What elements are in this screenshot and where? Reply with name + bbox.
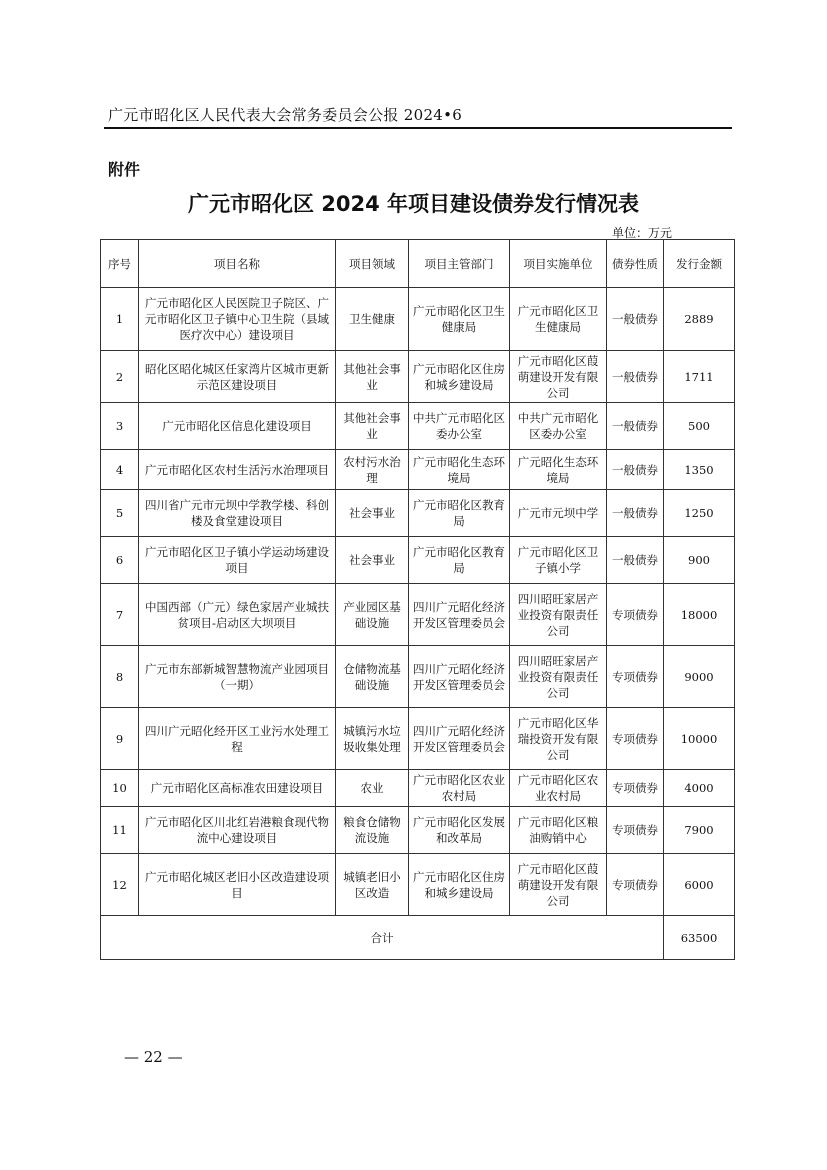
cell-field: 农业 <box>336 770 409 807</box>
table-row <box>101 537 735 584</box>
table-row <box>101 770 735 807</box>
cell-no: 10 <box>101 770 139 807</box>
page-number: — 22 — <box>124 1048 183 1066</box>
cell-department: 四川广元昭化经济开发区管理委员会 <box>409 584 510 646</box>
cell-project-name: 广元市昭化区卫子镇小学运动场建设项目 <box>139 537 336 584</box>
cell-department: 广元市昭化区住房和城乡建设局 <box>409 351 510 403</box>
cell-amount: 7900 <box>664 807 735 854</box>
cell-amount: 4000 <box>664 770 735 807</box>
cell-no: 8 <box>101 646 139 708</box>
cell-project-name: 四川省广元市元坝中学教学楼、科创楼及食堂建设项目 <box>139 490 336 537</box>
cell-implementer: 广元市昭化区华瑞投资开发有限公司 <box>510 708 607 770</box>
cell-no: 1 <box>101 288 139 351</box>
bond-issuance-table <box>100 239 735 960</box>
cell-project-name: 中国西部（广元）绿色家居产业城扶贫项目-启动区大坝项目 <box>139 584 336 646</box>
cell-field: 社会事业 <box>336 537 409 584</box>
cell-no: 6 <box>101 537 139 584</box>
cell-no: 2 <box>101 351 139 403</box>
cell-department: 广元市昭化区发展和改革局 <box>409 807 510 854</box>
cell-bond-type: 专项债券 <box>607 584 664 646</box>
cell-implementer: 广元市昭化区粮油购销中心 <box>510 807 607 854</box>
cell-department: 广元市昭化区教育局 <box>409 537 510 584</box>
cell-department: 中共广元市昭化区委办公室 <box>409 403 510 450</box>
cell-project-name: 广元市昭化区农村生活污水治理项目 <box>139 450 336 490</box>
table-row <box>101 708 735 770</box>
cell-no: 4 <box>101 450 139 490</box>
cell-implementer: 广元市昭化区卫子镇小学 <box>510 537 607 584</box>
cell-field: 产业园区基础设施 <box>336 584 409 646</box>
bulletin-header: 广元市昭化区人民代表大会常务委员会公报 2024•6 <box>108 106 463 124</box>
cell-bond-type: 一般债券 <box>607 537 664 584</box>
cell-amount: 1250 <box>664 490 735 537</box>
cell-amount: 500 <box>664 403 735 450</box>
table-total-row <box>101 916 735 960</box>
cell-amount: 6000 <box>664 854 735 916</box>
cell-bond-type: 一般债券 <box>607 490 664 537</box>
cell-project-name: 广元市东部新城智慧物流产业园项目（一期） <box>139 646 336 708</box>
cell-implementer: 广元市昭化区卫生健康局 <box>510 288 607 351</box>
cell-no: 7 <box>101 584 139 646</box>
cell-implementer: 广元市昭化区葭萌建设开发有限公司 <box>510 854 607 916</box>
cell-field: 城镇污水垃圾收集处理 <box>336 708 409 770</box>
cell-amount: 1350 <box>664 450 735 490</box>
cell-department: 广元市昭化区卫生健康局 <box>409 288 510 351</box>
header-field: 项目领域 <box>336 240 409 288</box>
cell-bond-type: 专项债券 <box>607 646 664 708</box>
cell-no: 5 <box>101 490 139 537</box>
cell-no: 12 <box>101 854 139 916</box>
header-department: 项目主管部门 <box>409 240 510 288</box>
table-row <box>101 490 735 537</box>
cell-bond-type: 专项债券 <box>607 854 664 916</box>
cell-field: 社会事业 <box>336 490 409 537</box>
cell-amount: 1711 <box>664 351 735 403</box>
cell-implementer: 广元市昭化区农业农村局 <box>510 770 607 807</box>
cell-project-name: 昭化区昭化城区任家湾片区城市更新示范区建设项目 <box>139 351 336 403</box>
cell-field: 农村污水治理 <box>336 450 409 490</box>
cell-amount: 900 <box>664 537 735 584</box>
cell-project-name: 广元市昭化区信息化建设项目 <box>139 403 336 450</box>
table-row <box>101 351 735 403</box>
cell-bond-type: 一般债券 <box>607 288 664 351</box>
table-row <box>101 403 735 450</box>
cell-bond-type: 专项债券 <box>607 807 664 854</box>
cell-bond-type: 专项债券 <box>607 770 664 807</box>
table-row <box>101 584 735 646</box>
document-title: 广元市昭化区 2024 年项目建设债券发行情况表 <box>187 192 640 216</box>
cell-department: 广元市昭化区教育局 <box>409 490 510 537</box>
cell-project-name: 广元市昭化区人民医院卫子院区、广元市昭化区卫子镇中心卫生院（县域医疗次中心）建设项目 <box>139 288 336 351</box>
header-bond-type: 债券性质 <box>607 240 664 288</box>
cell-implementer: 广元昭化生态环境局 <box>510 450 607 490</box>
cell-amount: 2889 <box>664 288 735 351</box>
header-rule <box>104 127 732 129</box>
header-amount: 发行金额 <box>664 240 735 288</box>
cell-project-name: 广元市昭化区高标准农田建设项目 <box>139 770 336 807</box>
cell-amount: 10000 <box>664 708 735 770</box>
cell-department: 四川广元昭化经济开发区管理委员会 <box>409 646 510 708</box>
cell-bond-type: 一般债券 <box>607 351 664 403</box>
table-row <box>101 646 735 708</box>
cell-bond-type: 专项债券 <box>607 708 664 770</box>
cell-field: 粮食仓储物流设施 <box>336 807 409 854</box>
cell-field: 卫生健康 <box>336 288 409 351</box>
table-row <box>101 450 735 490</box>
attachment-label: 附件 <box>108 160 141 179</box>
cell-implementer: 四川昭旺家居产业投资有限责任公司 <box>510 584 607 646</box>
cell-implementer: 中共广元市昭化区委办公室 <box>510 403 607 450</box>
cell-department: 广元市昭化区农业农村局 <box>409 770 510 807</box>
cell-no: 9 <box>101 708 139 770</box>
table-header-row <box>101 240 735 288</box>
cell-no: 11 <box>101 807 139 854</box>
cell-implementer: 广元市昭化区葭萌建设开发有限公司 <box>510 351 607 403</box>
cell-field: 其他社会事业 <box>336 403 409 450</box>
header-project-name: 项目名称 <box>139 240 336 288</box>
cell-bond-type: 一般债券 <box>607 450 664 490</box>
unit-label: 单位：万元 <box>612 226 673 240</box>
cell-field: 仓储物流基础设施 <box>336 646 409 708</box>
header-no: 序号 <box>101 240 139 288</box>
cell-implementer: 广元市元坝中学 <box>510 490 607 537</box>
cell-bond-type: 一般债券 <box>607 403 664 450</box>
cell-implementer: 四川昭旺家居产业投资有限责任公司 <box>510 646 607 708</box>
cell-field: 城镇老旧小区改造 <box>336 854 409 916</box>
cell-project-name: 广元市昭化城区老旧小区改造建设项目 <box>139 854 336 916</box>
cell-project-name: 广元市昭化区川北红岩港粮食现代物流中心建设项目 <box>139 807 336 854</box>
cell-field: 其他社会事业 <box>336 351 409 403</box>
cell-no: 3 <box>101 403 139 450</box>
cell-amount: 9000 <box>664 646 735 708</box>
cell-amount: 18000 <box>664 584 735 646</box>
cell-department: 广元市昭化区住房和城乡建设局 <box>409 854 510 916</box>
total-label: 合计 <box>101 916 664 960</box>
header-implementer: 项目实施单位 <box>510 240 607 288</box>
table-row <box>101 854 735 916</box>
cell-department: 广元市昭化生态环境局 <box>409 450 510 490</box>
table-row <box>101 807 735 854</box>
table-row <box>101 288 735 351</box>
cell-project-name: 四川广元昭化经开区工业污水处理工程 <box>139 708 336 770</box>
total-amount: 63500 <box>664 916 735 960</box>
cell-department: 四川广元昭化经济开发区管理委员会 <box>409 708 510 770</box>
